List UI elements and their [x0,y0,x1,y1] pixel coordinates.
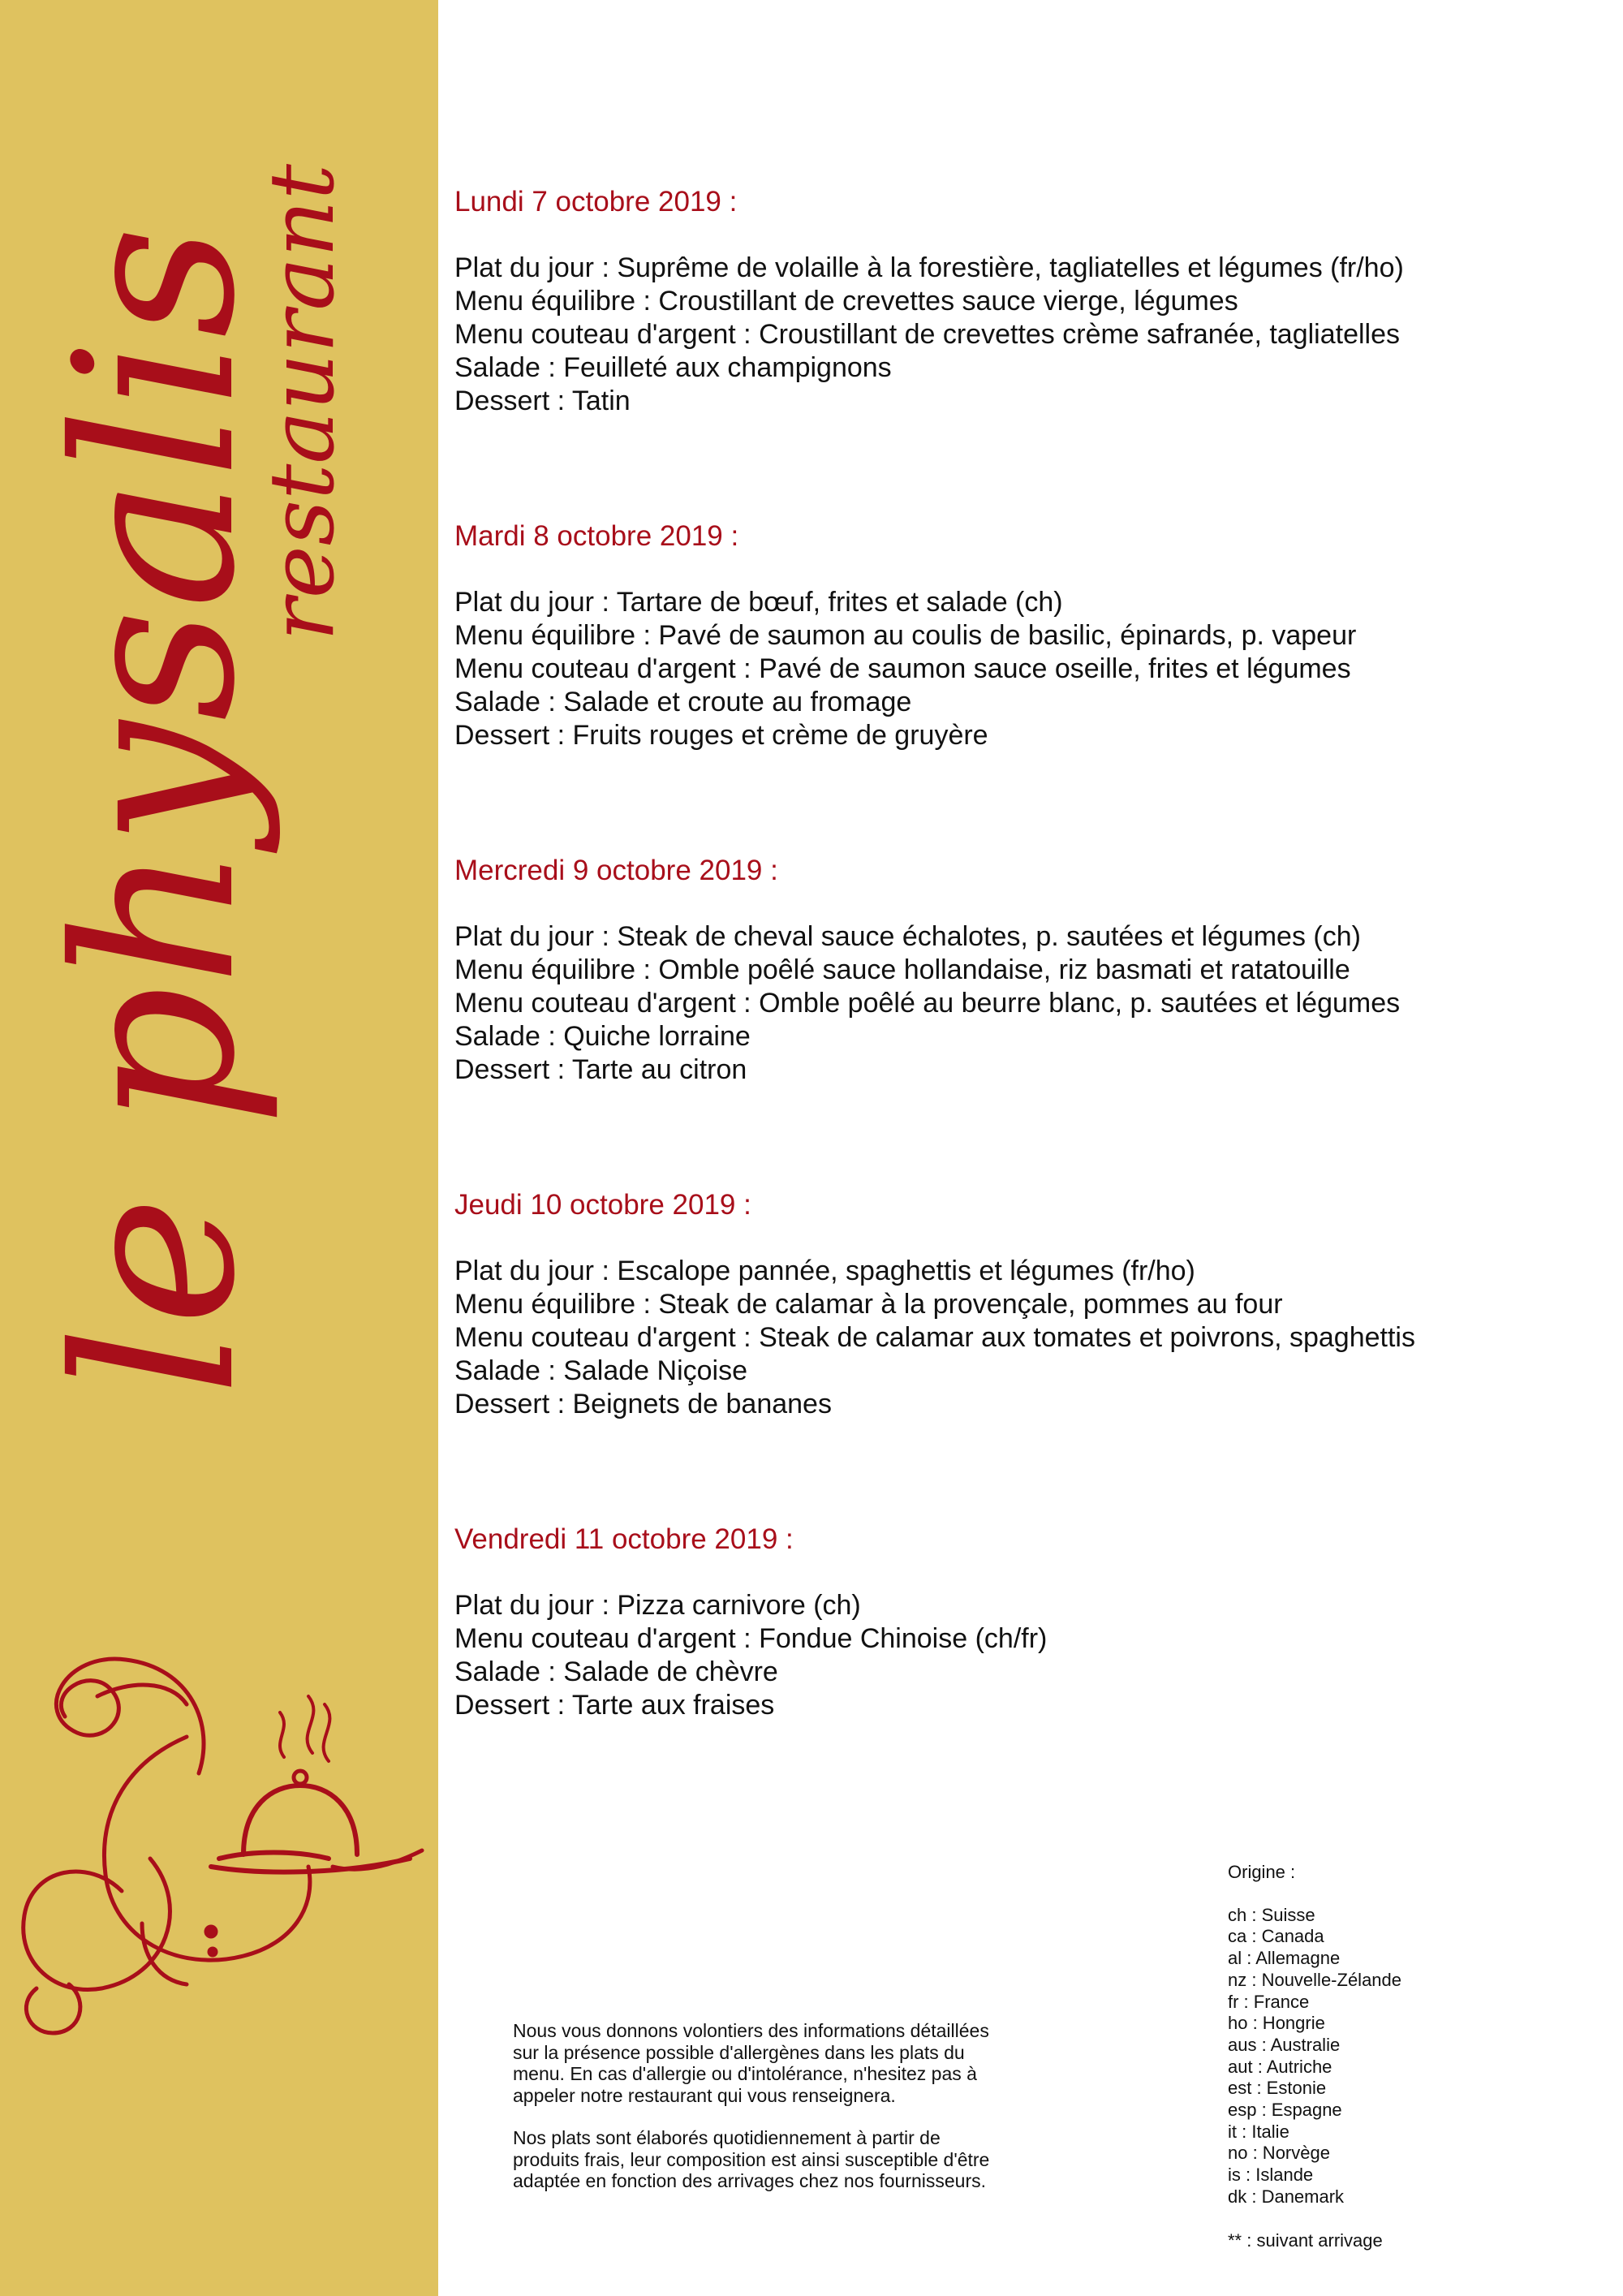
origin-item: dk : Danemark [1228,2186,1345,2207]
origin-item: ca : Canada [1228,1926,1324,1947]
day-title: Lundi 7 octobre 2019 : [454,186,738,218]
day-block [454,185,1591,418]
fresh-products-paragraph [513,2127,1097,2192]
day-title: Jeudi 10 octobre 2019 : [454,1189,751,1221]
dish-line: Dessert : Tarte aux fraises [454,1690,775,1721]
dish-line: Menu couteau d'argent : Steak de calamar aux tomates et poivrons, spaghettis [454,1322,1415,1353]
dish-line: Salade : Salade de chèvre [454,1656,778,1687]
day-dishes [454,252,1591,418]
notice-line: appeler notre restaurant qui vous renseignera. [513,2084,896,2106]
day-block [454,1523,1591,1722]
day-title: Mercredi 9 octobre 2019 : [454,855,778,886]
allergy-paragraph [513,2020,1097,2106]
restaurant-logo [0,0,438,2296]
notice-line: adaptée en fonction des arrivages chez nos fournisseurs. [513,2170,987,2191]
origin-item: is : Islande [1228,2165,1314,2186]
dish-line: Menu équilibre : Croustillant de crevettes sauce vierge, légumes [454,286,1238,317]
origin-item: esp : Espagne [1228,2100,1342,2121]
origin-item: est : Estonie [1228,2078,1327,2099]
day-dishes [454,1255,1591,1421]
dish-line: Menu équilibre : Omble poêlé sauce hollandaise, riz basmati et ratatouille [454,954,1350,985]
logo-subtitle: restaurant [250,164,354,641]
origin-item: al : Allemagne [1228,1948,1341,1969]
origin-item: ch : Suisse [1228,1904,1315,1925]
cloche-illustration [24,1659,422,2033]
dish-line: Dessert : Tatin [454,386,631,416]
dish-line: Menu couteau d'argent : Fondue Chinoise (ch/fr) [454,1623,1048,1654]
origin-item: fr : France [1228,1991,1310,2012]
notice-line: menu. En cas d'allergie ou d'intolérance, n'hesitez pas à [513,2063,977,2084]
dish-line: Dessert : Beignets de bananes [454,1389,832,1419]
origin-item: nz : Nouvelle-Zélande [1228,1969,1402,1990]
dish-line: Salade : Feuilleté aux champignons [454,352,892,383]
day-title: Vendredi 11 octobre 2019 : [454,1523,794,1555]
dish-line: Salade : Quiche lorraine [454,1021,751,1052]
dish-line: Salade : Salade et croute au fromage [454,687,912,717]
dish-line: Dessert : Fruits rouges et crème de gruyère [454,720,988,751]
day-title: Mardi 8 octobre 2019 : [454,520,739,552]
notice-line: produits frais, leur composition est ainsi susceptible d'être [513,2148,990,2170]
dish-line: Menu équilibre : Steak de calamar à la provençale, pommes au four [454,1289,1283,1320]
dish-line: Plat du jour : Suprême de volaille à la forestière, tagliatelles et légumes (fr/ho) [454,252,1404,283]
origin-title: Origine : [1228,1862,1296,1882]
notice-line: sur la présence possible d'allergènes dans les plats du [513,2041,965,2063]
day-block [454,1188,1591,1421]
origin-item: aus : Australie [1228,2034,1341,2055]
logo-name: le physalis [28,225,283,1396]
day-dishes [454,586,1591,752]
sidebar-band [0,0,438,2296]
day-dishes [454,1589,1591,1722]
origin-item: ho : Hongrie [1228,2013,1325,2034]
day-block [454,519,1591,752]
dish-line: Plat du jour : Escalope pannée, spaghettis et légumes (fr/ho) [454,1256,1195,1286]
origin-item: it : Italie [1228,2121,1289,2142]
dish-line: Menu couteau d'argent : Pavé de saumon sauce oseille, frites et légumes [454,653,1351,684]
day-block [454,854,1591,1087]
origin-item: no : Norvège [1228,2143,1330,2164]
origin-item: aut : Autriche [1228,2056,1332,2077]
dish-line: Menu couteau d'argent : Croustillant de crevettes crème safranée, tagliatelles [454,319,1401,350]
dish-line: Plat du jour : Steak de cheval sauce échalotes, p. sautées et légumes (ch) [454,921,1361,952]
dish-line: Salade : Salade Niçoise [454,1355,748,1386]
dish-line: Dessert : Tarte au citron [454,1054,747,1085]
dish-line: Menu équilibre : Pavé de saumon au coulis de basilic, épinards, p. vapeur [454,620,1357,651]
notice-line: Nous vous donnons volontiers des informations détaillées [513,2020,989,2041]
dish-line: Menu couteau d'argent : Omble poêlé au beurre blanc, p. sautées et légumes [454,988,1401,1019]
allergy-notice [513,2020,1097,2213]
origin-footnote: ** : suivant arrivage [1228,2229,1383,2251]
origin-legend [1228,1862,1593,2251]
notice-line: Nos plats sont élaborés quotidiennement à partir de [513,2127,941,2148]
day-dishes [454,920,1591,1087]
dish-line: Plat du jour : Tartare de bœuf, frites et salade (ch) [454,587,1063,618]
dish-line: Plat du jour : Pizza carnivore (ch) [454,1590,861,1621]
origin-list [1228,1905,1593,2208]
